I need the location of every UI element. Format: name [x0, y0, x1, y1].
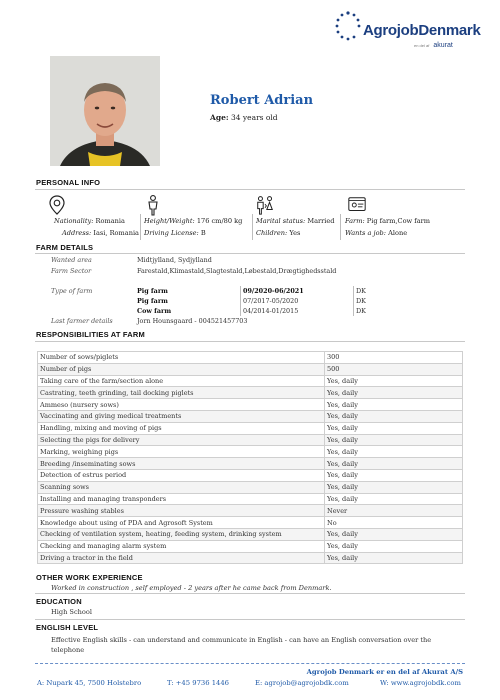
children-value: Yes	[289, 229, 301, 237]
responsibility-frequency: No	[325, 517, 463, 529]
responsibility-task: Knowledge about using of PDA and Agrosoft System	[38, 517, 325, 529]
footer-address: A: Nupark 45, 7500 Holstebro	[37, 679, 142, 687]
responsibility-task: Breeding /inseminating sows	[38, 458, 325, 470]
responsibility-frequency: Yes, daily	[325, 493, 463, 505]
responsibility-task: Driving a tractor in the field	[38, 552, 325, 564]
address-field	[62, 227, 139, 239]
farm-details-title: FARM DETAILS	[36, 243, 94, 252]
nationality-value: Romania	[95, 217, 125, 225]
farm-value: Pig farm,Cow farm	[366, 217, 431, 225]
brand-tagline-main: akurat	[433, 42, 453, 49]
height-weight-field	[144, 215, 242, 227]
last-farmer-label: Last farmer details	[51, 317, 113, 325]
responsibility-frequency: Yes, daily	[325, 481, 463, 493]
farm-label: Farm:	[345, 217, 365, 225]
table-row	[38, 505, 463, 517]
responsibility-task: Number of sows/piglets	[38, 352, 325, 364]
footer-company: Agrojob Denmark er en del af Akurat A/S	[306, 668, 463, 676]
responsibility-frequency: Yes, daily	[325, 434, 463, 446]
responsibility-frequency: Yes, daily	[325, 552, 463, 564]
responsibility-task: Checking and managing alarm system	[38, 540, 325, 552]
table-row	[38, 446, 463, 458]
farm-details-divider	[35, 253, 465, 254]
responsibility-frequency: Never	[325, 505, 463, 517]
farm-period: 04/2014-01/2015	[243, 307, 299, 315]
responsibility-frequency: Yes, daily	[325, 410, 463, 422]
farm-field	[345, 215, 430, 227]
table-row	[38, 399, 463, 411]
personal-info-title: PERSONAL INFO	[36, 178, 101, 187]
farm-sector-label: Farm Sector	[51, 267, 92, 275]
responsibility-frequency: Yes, daily	[325, 446, 463, 458]
responsibility-frequency: Yes, daily	[325, 422, 463, 434]
english-title: ENGLISH LEVEL	[36, 623, 99, 632]
candidate-name: Robert Adrian	[210, 93, 314, 108]
farm-type: Pig farm	[137, 287, 168, 295]
responsibility-task: Castrating, teeth grinding, tail docking piglets	[38, 387, 325, 399]
person-height-icon	[143, 194, 163, 216]
other-work-text: Worked in construction , self employed - 2 years after he came back from Denmark.	[51, 584, 332, 592]
location-icon	[47, 194, 67, 216]
other-work-divider	[35, 593, 465, 594]
table-row	[38, 540, 463, 552]
education-text: High School	[51, 608, 92, 616]
table-row	[38, 458, 463, 470]
responsibility-task: Checking of ventilation system, heating, feeding system, drinking system	[38, 528, 325, 540]
portrait-image	[50, 56, 160, 166]
responsibility-task: Detection of estrus period	[38, 469, 325, 481]
address-value: Iasi, Romania	[93, 229, 139, 237]
responsibility-frequency: Yes, daily	[325, 528, 463, 540]
height-weight-value: 176 cm/80 kg	[196, 217, 243, 225]
nationality-field	[54, 215, 125, 227]
brand-name: AgrojobDenmark	[363, 22, 481, 39]
table-row	[38, 363, 463, 375]
marital-status-value: Married	[307, 217, 335, 225]
responsibility-task: Taking care of the farm/section alone	[38, 375, 325, 387]
responsibility-frequency: Yes, daily	[325, 469, 463, 481]
brand-tagline-small: en del af	[414, 43, 430, 48]
children-label: Children:	[256, 229, 288, 237]
brand-tagline	[414, 42, 453, 49]
age-value: 34 years old	[231, 113, 278, 122]
marital-status-label: Marital status:	[256, 217, 306, 225]
responsibility-task: Number of pigs	[38, 363, 325, 375]
table-row	[38, 387, 463, 399]
farm-period: 07/2017-05/2020	[243, 297, 299, 305]
candidate-age	[210, 113, 278, 122]
farm-period: 09/2020-06/2021	[243, 287, 304, 295]
farm-type: Pig farm	[137, 297, 168, 305]
table-row	[38, 552, 463, 564]
responsibility-frequency: Yes, daily	[325, 399, 463, 411]
farm-country: DK	[356, 307, 366, 315]
column-divider	[140, 214, 141, 240]
wanted-area-label: Wanted area	[51, 256, 92, 264]
responsibilities-title: RESPONSIBILITIES AT FARM	[36, 330, 145, 339]
age-label: Age:	[210, 113, 229, 122]
responsibility-frequency: Yes, daily	[325, 387, 463, 399]
table-row	[38, 528, 463, 540]
responsibility-frequency: Yes, daily	[325, 375, 463, 387]
education-divider	[35, 619, 465, 620]
driving-license-field	[144, 227, 206, 239]
responsibility-frequency: Yes, daily	[325, 458, 463, 470]
education-title: EDUCATION	[36, 597, 82, 606]
responsibility-task: Ammeso (nursery sows)	[38, 399, 325, 411]
footer-email[interactable]: E: agrojob@agrojobdk.com	[255, 679, 349, 687]
address-label: Address:	[62, 229, 92, 237]
last-farmer-value: Jorn Hounsgaard - 004521457703	[137, 317, 248, 325]
marital-status-field	[256, 215, 335, 227]
height-weight-label: Height/Weight:	[144, 217, 195, 225]
table-row	[38, 410, 463, 422]
farm-country: DK	[356, 287, 366, 295]
wants-job-value: Alone	[388, 229, 408, 237]
responsibility-frequency: 500	[325, 363, 463, 375]
eu-stars-icon	[333, 10, 363, 44]
driving-license-label: Driving License:	[144, 229, 199, 237]
responsibility-task: Handling, mixing and moving of pigs	[38, 422, 325, 434]
table-row	[38, 422, 463, 434]
responsibility-task: Scanning sows	[38, 481, 325, 493]
footer-phone: T: +45 9736 1446	[167, 679, 230, 687]
wants-job-field	[345, 227, 407, 239]
responsibility-task: Selecting the pigs for delivery	[38, 434, 325, 446]
footer-divider	[35, 663, 465, 664]
farm-sector-value: Farestald,Klimastald,Slagtestald,Løbestald,Drægtighedsstald	[137, 267, 337, 275]
other-work-title: OTHER WORK EXPERIENCE	[36, 573, 143, 582]
candidate-photo	[50, 56, 160, 166]
table-row	[38, 352, 463, 364]
personal-info-divider	[35, 189, 465, 190]
english-text: Effective English skills - can understand and communicate in English - can have an English conversation over the telephone	[51, 636, 432, 654]
driving-license-value: B	[200, 229, 206, 237]
table-row	[38, 375, 463, 387]
responsibility-task: Pressure washing stables	[38, 505, 325, 517]
footer-website[interactable]: W: www.agrojobdk.com	[380, 679, 461, 687]
responsibilities-divider	[35, 341, 465, 342]
table-row	[38, 493, 463, 505]
farm-job-icon	[347, 194, 367, 216]
couple-icon	[255, 194, 275, 216]
responsibility-task: Installing and managing transponders	[38, 493, 325, 505]
type-of-farm-label: Type of farm	[51, 287, 93, 295]
responsibility-frequency: 300	[325, 352, 463, 364]
farm-country: DK	[356, 297, 366, 305]
children-field	[256, 227, 300, 239]
responsibility-frequency: Yes, daily	[325, 540, 463, 552]
nationality-label: Nationality:	[54, 217, 94, 225]
responsibilities-table	[37, 351, 463, 564]
farm-type: Cow farm	[137, 307, 172, 315]
responsibility-task: Marking, weighing pigs	[38, 446, 325, 458]
responsibility-task: Vaccinating and giving medical treatments	[38, 410, 325, 422]
brand-logo	[333, 10, 493, 52]
table-row	[38, 481, 463, 493]
column-divider	[340, 214, 341, 240]
table-row	[38, 517, 463, 529]
wanted-area-value: Midtjylland, Sydjylland	[137, 256, 212, 264]
farm-table-divider	[353, 286, 354, 316]
table-row	[38, 434, 463, 446]
table-row	[38, 469, 463, 481]
wants-job-label: Wants a job:	[345, 229, 386, 237]
column-divider	[252, 214, 253, 240]
farm-table-divider	[240, 286, 241, 316]
